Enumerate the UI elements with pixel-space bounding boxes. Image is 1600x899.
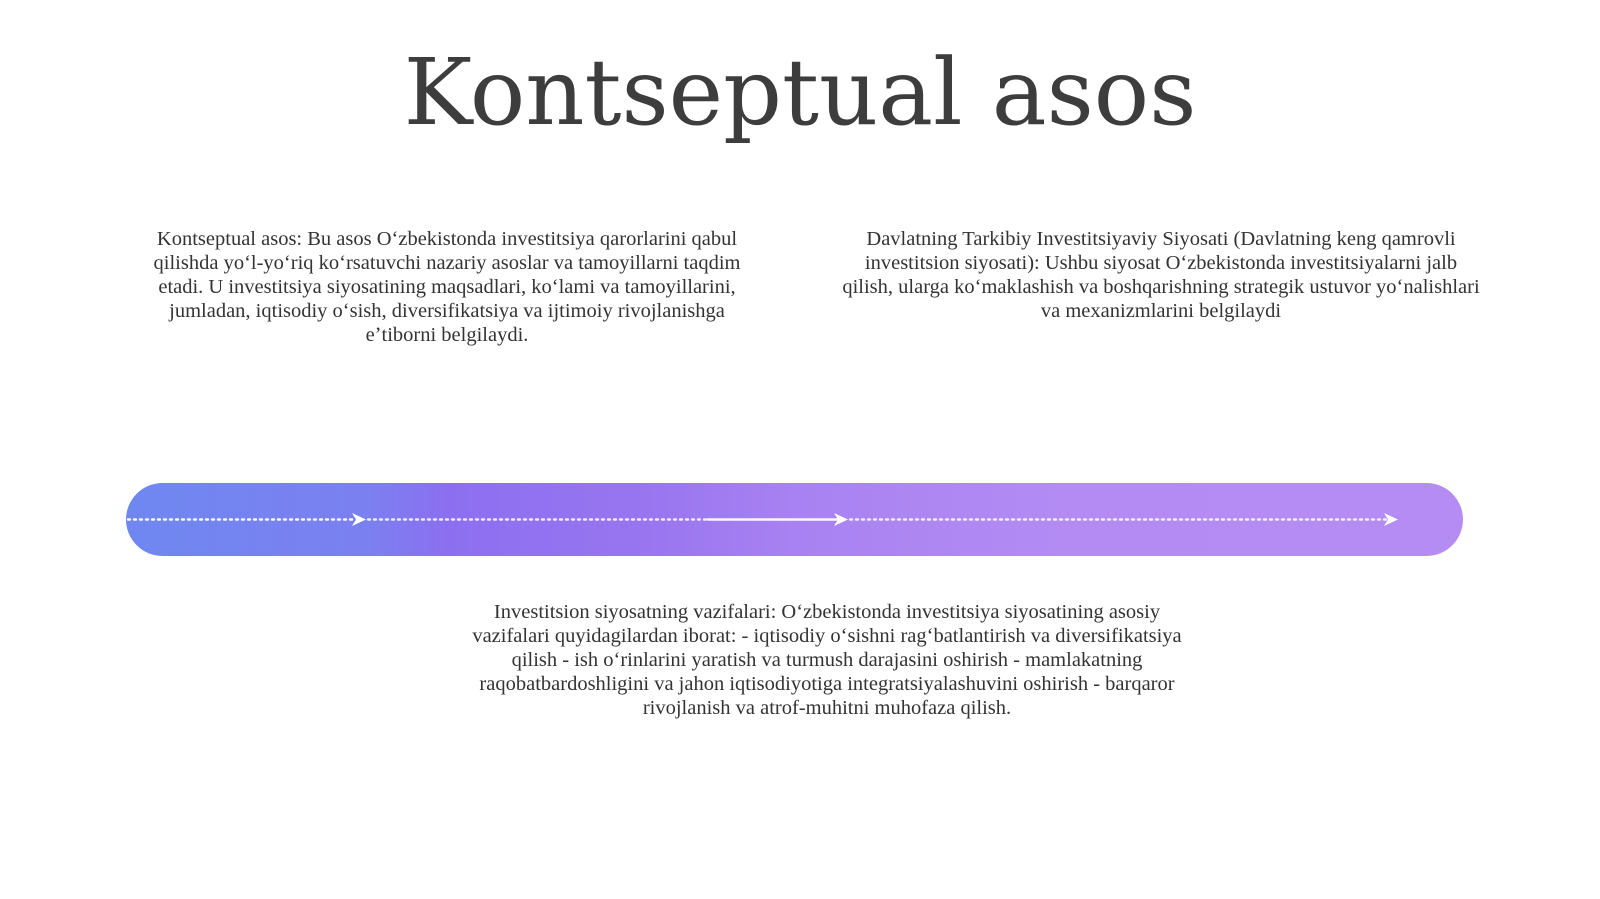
slide-title: Kontseptual asos	[403, 39, 1197, 146]
timeline-arrows	[126, 483, 1463, 556]
text-block-investment-policy-tasks: Investitsion siyosatning vazifalari: Oʻzbekistonda investitsiya siyosatining asosiy vazifalari quyidagilardan iborat: - iqtisodiy oʻsishni ragʻbatlantirish va diversifikatsiya qilish - ish oʻrinlarini yaratish va turmush darajasini oshirish - mamlakatning raqobatbardoshligini va jahon iqtisodiyotiga integratsiyalashuvini oshirish - barqaror rivojlanish va atrof-muhitni muhofaza qilish.	[472, 601, 1182, 719]
arrow-right-icon	[352, 513, 366, 526]
timeline-bar	[126, 483, 1463, 556]
text-block-state-investment-policy: Davlatning Tarkibiy Investitsiyaviy Siyosati (Davlatning keng qamrovli investitsion siyosati): Ushbu siyosat Oʻzbekistonda investitsiyalarni jalb qilish, ularga koʻmaklashish va boshqarishning strategik ustuvor yoʻnalishlari va mexanizmlarini belgilaydi	[842, 228, 1480, 322]
text-block-conceptual-basis: Kontseptual asos: Bu asos Oʻzbekistonda investitsiya qarorlarini qabul qilishda yoʻl-yoʻriq koʻrsatuvchi nazariy asoslar va tamoyillarni taqdim etadi. U investitsiya siyosatining maqsadlari, koʻlami va tamoyillarini, jumladan, iqtisodiy oʻsish, diversifikatsiya va ijtimoiy rivojlanishga eʼtiborni belgilaydi.	[153, 228, 741, 346]
